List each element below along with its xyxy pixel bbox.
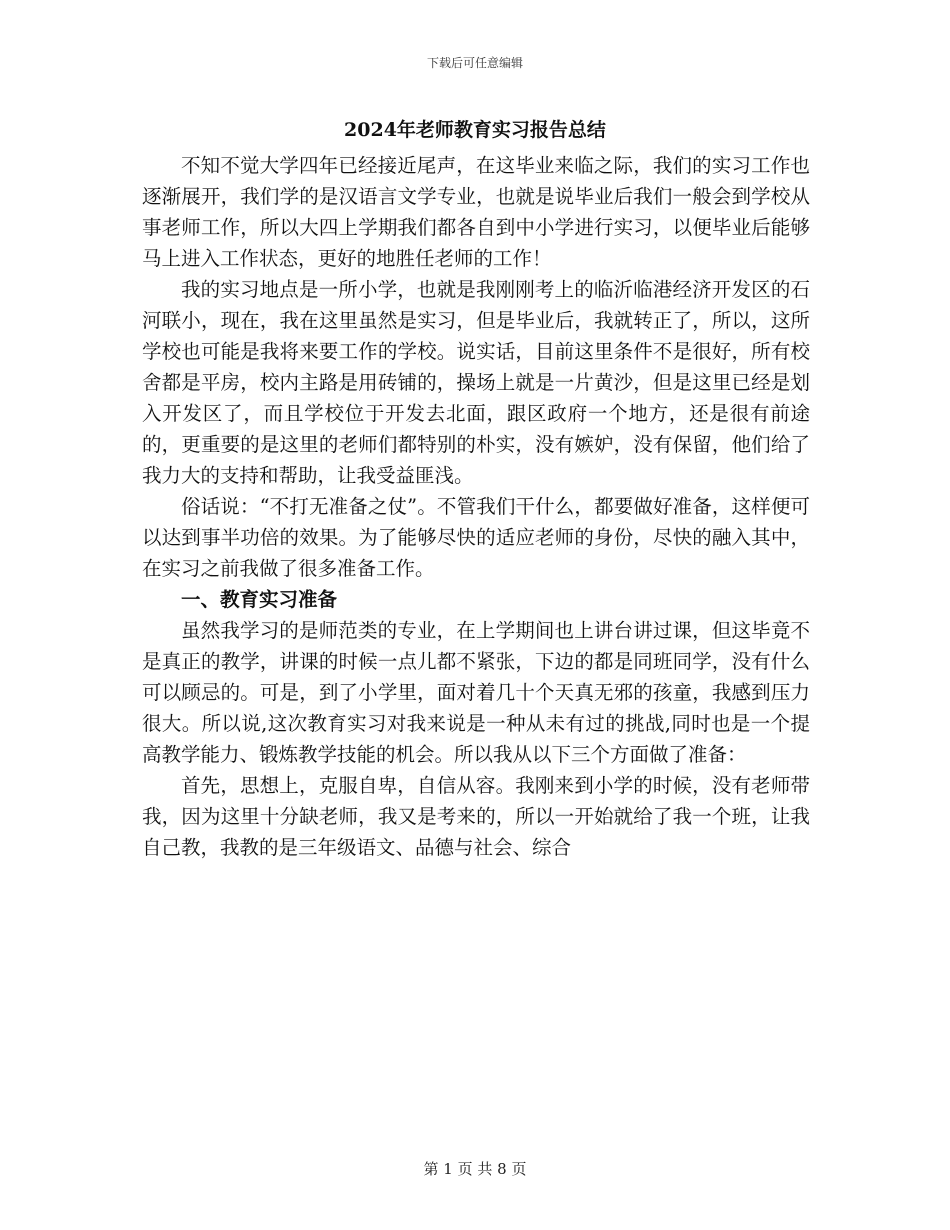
- paragraph-first-aspect: 首先，思想上，克服自卑，自信从容。我刚来到小学的时候，没有老师带我，因为这里十分缺老师，我又是考来的，所以一开始就给了我一个班，让我自己教，我教的是三年级语文、品德与社会、综合: [142, 774, 810, 859]
- paragraph-internship-location: 我的实习地点是一所小学，也就是我刚刚考上的临沂临港经济开发区的石河联小，现在，我在这里虽然是实习，但是毕业后，我就转正了，所以，这所学校也可能是我将来要工作的学校。说实话，目前这里条件不是很好，所有校舍都是平房，校内主路是用砖铺的，操场上就是一片黄沙，但是这里已经是划入开发区了，而且学校位于开发去北面，跟区政府一个地方，还是很有前途的，更重要的是这里的老师们都特别的朴实，没有嫉妒，没有保留，他们给了我力大的支持和帮助，让我受益匪浅。: [142, 278, 810, 487]
- paragraph-challenge: 虽然我学习的是师范类的专业，在上学期间也上讲台讲过课，但这毕竟不是真正的教学，讲课的时候一点儿都不紧张，下边的都是同班同学，没有什么可以顾忌的。可是，到了小学里，面对着几十个天真无邪的孩童，我感到压力很大。所以说,这次教育实习对我来说是一种从未有过的挑战,同时也是一个提高教学能力、锻炼教学技能的机会。所以我从以下三个方面做了准备：: [142, 619, 810, 766]
- page-footer: 第 1 页 共 8 页: [423, 1160, 527, 1178]
- paragraph-intro: 不知不觉大学四年已经接近尾声，在这毕业来临之际，我们的实习工作也逐渐展开，我们学的是汉语言文学专业，也就是说毕业后我们一般会到学校从事老师工作，所以大四上学期我们都各自到中小学进行实习，以便毕业后能够马上进入工作状态，更好的地胜任老师的工作！: [142, 154, 810, 270]
- section-heading: 一、教育实习准备: [181, 588, 338, 611]
- paragraph-preparation: 俗话说：“不打无准备之仗”。不管我们干什么，都要做好准备，这样便可以达到事半功倍的效果。为了能够尽快的适应老师的身份，尽快的融入其中，在实习之前我做了很多准备工作。: [142, 495, 810, 580]
- document-title: 2024年老师教育实习报告总结: [344, 119, 606, 141]
- document-body: [142, 150, 810, 863]
- header-note: 下载后可任意编辑: [426, 56, 523, 70]
